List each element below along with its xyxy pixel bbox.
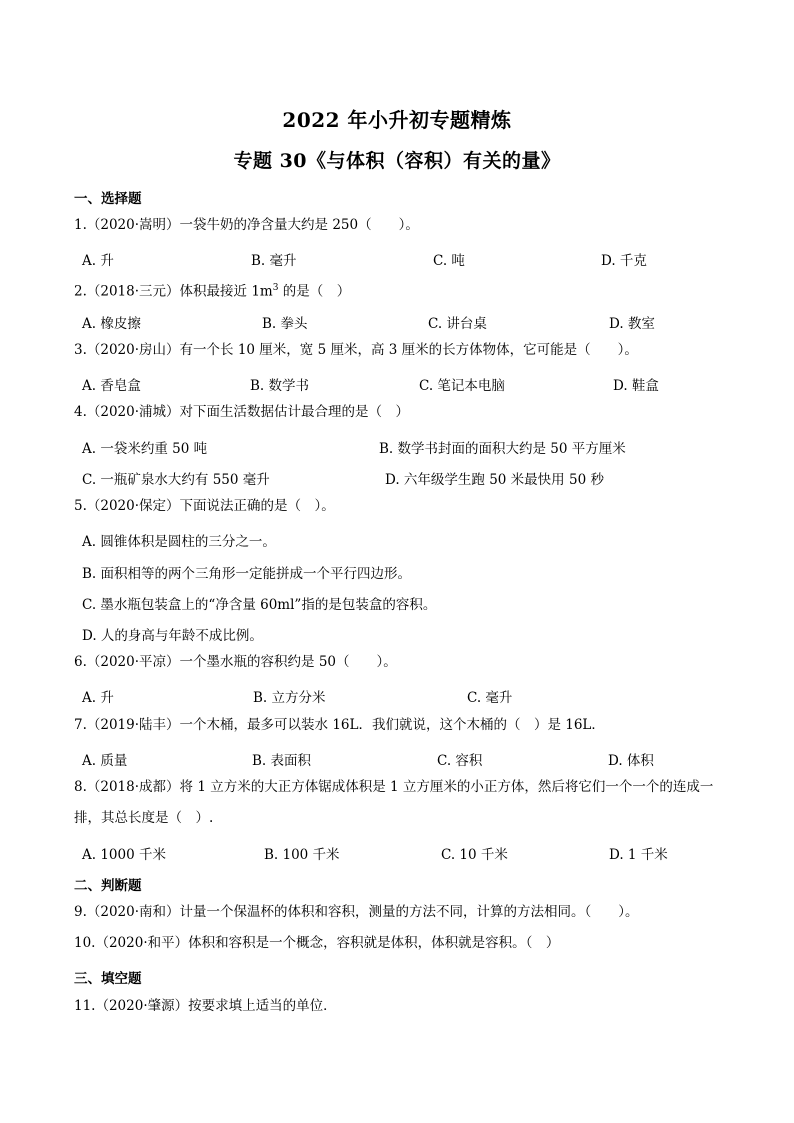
question-6-option-c: C. 毫升	[467, 690, 513, 706]
question-5: 5.（2020·保定）下面说法正确的是（ ）。	[74, 498, 335, 514]
question-2-superscript: 3	[272, 283, 279, 293]
question-8-line-1: 8.（2018·成都）将 1 立方米的大正方体锯成体积是 1 立方厘米的小正方体，然后将它们一个一个的连成一	[74, 779, 714, 795]
question-5-option-d: D. 人的身高与年龄不成比例。	[82, 628, 263, 644]
question-2-option-a: A. 橡皮擦	[82, 316, 141, 332]
section-choice-heading: 一、选择题	[74, 191, 142, 207]
question-10: 10.（2020·和平）体积和容积是一个概念，容积就是体积，体积就是容积。（ ）	[74, 935, 560, 951]
question-1-option-b: B. 毫升	[251, 253, 297, 269]
question-4-option-d: D. 六年级学生跑 50 米最快用 50 秒	[385, 472, 604, 488]
question-3-option-c: C. 笔记本电脑	[419, 378, 505, 394]
question-2-option-d: D. 教室	[609, 316, 655, 332]
question-6-option-a: A. 升	[82, 690, 114, 706]
question-7-option-b: B. 表面积	[252, 753, 312, 769]
question-1-option-d: D. 千克	[601, 253, 647, 269]
question-2	[74, 273, 734, 308]
question-8-option-a: A. 1000 千米	[82, 847, 166, 863]
question-11: 11.（2020·肇源）按要求填上适当的单位．	[74, 998, 337, 1014]
question-7-option-c: C. 容积	[437, 753, 483, 769]
question-3-option-d: D. 鞋盒	[613, 378, 659, 394]
question-7-option-a: A. 质量	[82, 753, 128, 769]
question-5-option-c: C. 墨水瓶包装盒上的“净含量 60ml”指的是包装盒的容积。	[82, 597, 437, 613]
question-2-option-b: B. 拳头	[262, 316, 308, 332]
question-6-option-b: B. 立方分米	[253, 690, 326, 706]
question-4-option-b: B. 数学书封面的面积大约是 50 平方厘米	[379, 441, 626, 457]
question-3-option-b: B. 数学书	[250, 378, 310, 394]
question-4: 4.（2020·浦城）对下面生活数据估计最合理的是（ ）	[74, 404, 410, 420]
question-6: 6.（2020·平凉）一个墨水瓶的容积约是 50（ ）。	[74, 654, 397, 670]
section-judge-heading: 二、判断题	[74, 878, 142, 894]
question-2-option-c: C. 讲台桌	[428, 316, 487, 332]
question-9: 9.（2020·南和）计量一个保温杯的体积和容积，测量的方法不同，计算的方法相同。（ ）。	[74, 904, 639, 920]
question-4-option-c: C. 一瓶矿泉水大约有 550 毫升	[82, 472, 270, 488]
question-4-option-a: A. 一袋米约重 50 吨	[82, 441, 208, 457]
question-1-option-c: C. 吨	[433, 253, 465, 269]
question-5-option-b: B. 面积相等的两个三角形一定能拼成一个平行四边形。	[82, 566, 412, 582]
section-fill-heading: 三、填空题	[74, 971, 142, 987]
question-3: 3.（2020·房山）有一个长 10 厘米，宽 5 厘米，高 3 厘米的长方体物体，它可能是（ ）。	[74, 342, 638, 358]
question-2-text-before: 2.（2018·三元）体积最接近 1m	[74, 283, 273, 300]
question-8-option-b: B. 100 千米	[264, 847, 340, 863]
question-1: 1.（2020·嵩明）一袋牛奶的净含量大约是 250（ ）。	[74, 217, 419, 233]
question-8-option-c: C. 10 千米	[441, 847, 508, 863]
page-subtitle: 专题 30《与体积（容积）有关的量》	[233, 150, 561, 172]
question-5-option-a: A. 圆锥体积是圆柱的三分之一。	[82, 534, 276, 550]
question-1-option-a: A. 升	[82, 253, 114, 269]
question-7: 7.（2019·陆丰）一个木桶，最多可以装水 16L．我们就说，这个木桶的（ ）是 16L．	[74, 717, 605, 733]
question-8-line-2: 排，其总长度是（ ）.	[74, 810, 214, 826]
question-7-option-d: D. 体积	[608, 753, 654, 769]
question-8-option-d: D. 1 千米	[609, 847, 668, 863]
page-title: 2022 年小升初专题精炼	[282, 108, 512, 132]
question-3-option-a: A. 香皂盒	[82, 378, 141, 394]
question-2-text-after: 的是（ ）	[278, 283, 351, 300]
